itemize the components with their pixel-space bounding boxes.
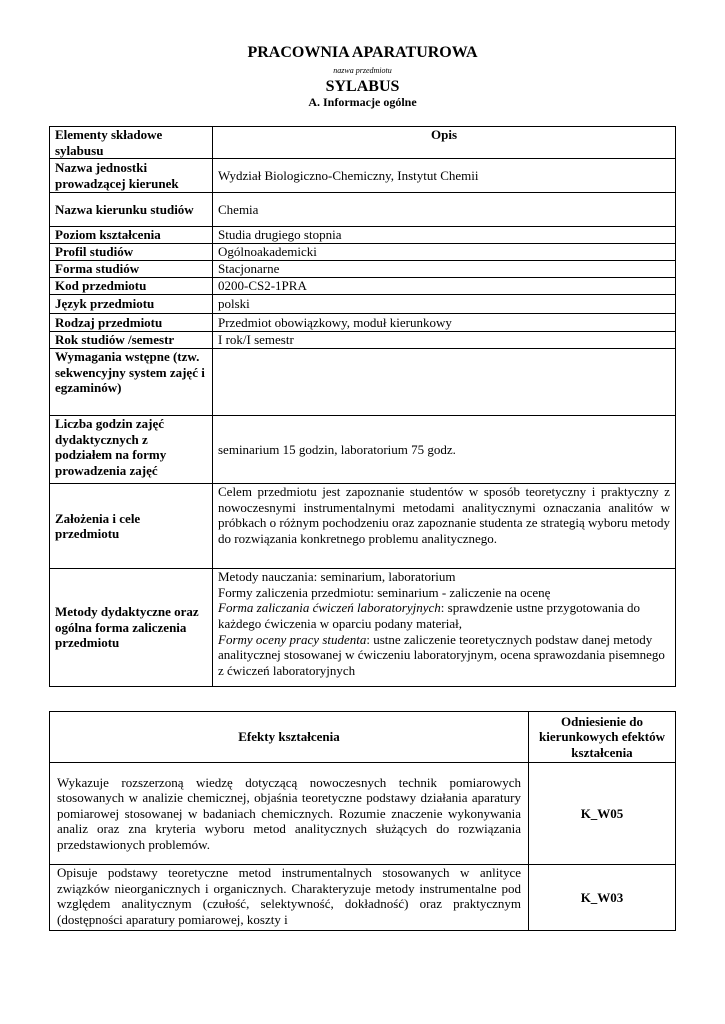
table-row [50,416,676,484]
outcome-text: Wykazuje rozszerzoną wiedzę dotyczącą nowoczesnych technik pomiarowych stosowanych w analizie chemicznej, objaśnia teoretyczne podstawy działania aparatury pomiarowej stosowanej w badaniach chemicznych. Rozumie znaczenie wykonywania analiz oraz zna kryteria wyboru metod analitycznych służących do rozwiązania przedstawionych problemów. [50,763,529,865]
outcome-code: K_W05 [529,763,676,865]
row-value: Studia drugiego stopnia [213,227,676,244]
general-info-table [49,126,676,687]
outcome-code: K_W03 [529,865,676,931]
row-value [213,349,676,416]
table-row [50,865,676,931]
outcome-text: Opisuje podstawy teoretyczne metod instrumentalnych stosowanych w anlityce związków nieorganicznych i organicznych. Charakteryzuje metody instrumentalne pod względem analitycznym (czułość, selektywność, dokładność) oraz praktycznym (dostępności aparatury pomiarowej, koszty i [50,865,529,931]
course-title-caption: nazwa przedmiotu [333,66,392,75]
row-value: Wydział Biologiczno-Chemiczny, Instytut Chemii [213,159,676,193]
row-value: seminarium 15 godzin, laboratorium 75 godz. [213,416,676,484]
learning-outcomes-table [49,711,676,931]
row-value: Przedmiot obowiązkowy, moduł kierunkowy [213,314,676,332]
table-header-row [50,127,676,159]
methods-italic-label: Formy oceny pracy studenta [218,631,367,647]
row-value: 0200-CS2-1PRA [213,278,676,295]
row-label: Rok studiów /semestr [50,332,213,349]
course-title: PRACOWNIA APARATUROWA [247,44,478,61]
methods-text: : sprawdzenie ustne przygotowania do każdego ćwiczenia w oparciu podany materiał, [218,600,641,631]
row-label: Wymagania wstępne (tzw. sekwencyjny system zajęć i egzaminów) [50,349,213,416]
table-row [50,244,676,261]
row-label: Założenia i cele przedmiotu [50,484,213,569]
table-row [50,295,676,314]
methods-italic-label: Forma zaliczania ćwiczeń laboratoryjnych [218,600,441,616]
row-label: Profil studiów [50,244,213,261]
row-value: Ogólnoakademicki [213,244,676,261]
methods-description [213,569,676,687]
row-label: Metody dydaktyczne oraz ogólna forma zaliczenia przedmiotu [50,569,213,687]
row-value: polski [213,295,676,314]
table-row [50,261,676,278]
column-header-description: Opis [213,127,676,159]
column-header-effects: Efekty kształcenia [50,712,529,763]
row-label: Nazwa kierunku studiów [50,193,213,227]
row-label: Język przedmiotu [50,295,213,314]
row-label: Rodzaj przedmiotu [50,314,213,332]
row-value: I rok/I semestr [213,332,676,349]
table-row [50,332,676,349]
row-value: Chemia [213,193,676,227]
table-row [50,349,676,416]
table-row [50,227,676,244]
row-label: Nazwa jednostki prowadzącej kierunek [50,159,213,193]
row-value: Stacjonarne [213,261,676,278]
row-label: Forma studiów [50,261,213,278]
table-row [50,193,676,227]
section-heading: A. Informacje ogólne [308,95,417,109]
table-header-row [50,712,676,763]
table-row [50,763,676,865]
table-row [50,278,676,295]
table-row [50,484,676,569]
row-label: Poziom kształcenia [50,227,213,244]
syllabus-heading: SYLABUS [325,78,400,95]
table-row [50,314,676,332]
table-row [50,159,676,193]
methods-line: Formy zaliczenia przedmiotu: seminarium - zaliczenie na ocenę [218,584,551,600]
row-label: Liczba godzin zajęć dydaktycznych z podziałem na formy prowadzenia zajęć [50,416,213,484]
row-label: Kod przedmiotu [50,278,213,295]
column-header-elements: Elementy składowe sylabusu [50,127,213,159]
table-row [50,569,676,687]
row-value: Celem przedmiotu jest zapoznanie studentów w sposób teoretyczny i praktyczny z nowoczesnymi instrumentalnymi metodami analitycznymi oznaczania analitów w próbkach o różnym pochodzeniu oraz zapoznanie studenta ze strategią wyboru metody do rozwiązania konkretnego problemu analitycznego. [213,484,676,569]
methods-line: Metody nauczania: seminarium, laboratorium [218,569,456,585]
column-header-reference: Odniesienie do kierunkowych efektów kształcenia [529,712,676,763]
methods-text: : ustne zaliczenie teoretycznych podstaw danej metody analitycznej stosowanej w ćwiczeniu laboratoryjnym, ocena sprawozdania pisemnego z ćwiczeń laboratoryjnych [218,631,665,678]
methods-line [218,600,670,631]
methods-line [218,632,670,679]
